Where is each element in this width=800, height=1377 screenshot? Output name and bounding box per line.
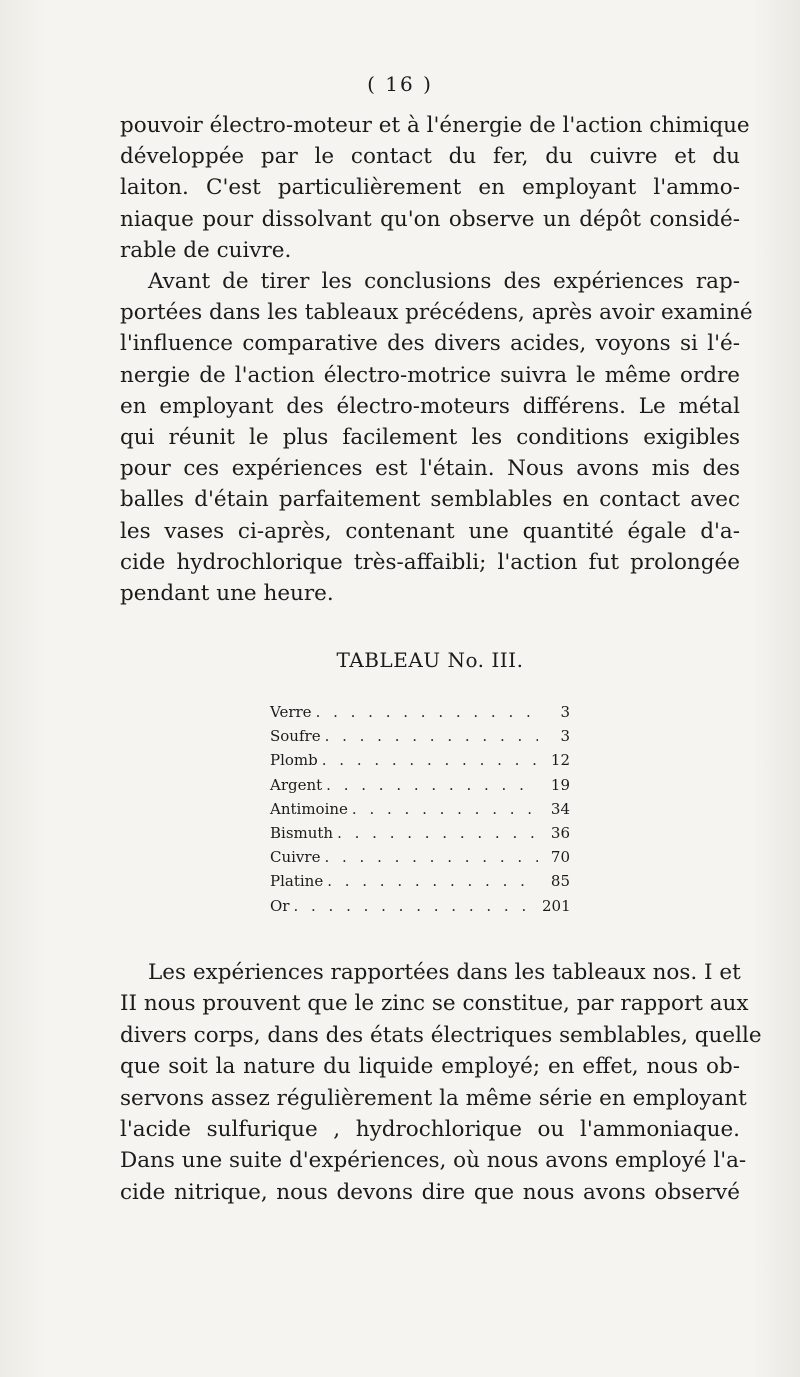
text-line: les vases ci-après, contenant une quantité égale d'a- <box>120 518 740 544</box>
table-row <box>270 897 570 921</box>
paragraph-top <box>120 110 750 266</box>
leader-dots <box>327 872 538 890</box>
text-line: rable de cuivre. <box>120 237 292 263</box>
text-line: pouvoir électro-moteur et à l'énergie de l'action chimique <box>120 113 750 138</box>
text-line: pendant une heure. <box>120 580 334 606</box>
metal-name: Plomb <box>270 751 318 770</box>
metal-value: 12 <box>550 751 570 770</box>
text-line: balles d'étain parfaitement semblables en contact avec <box>120 487 740 513</box>
text-line: cide nitrique, nous devons dire que nous avons observé <box>120 1179 740 1205</box>
text-line: servons assez régulièrement la même série en employant <box>120 1085 747 1111</box>
leader-dots <box>325 727 538 745</box>
text-line: l'acide sulfurique , hydrochlorique ou l'ammoniaque. <box>120 1116 740 1142</box>
metal-name: Bismuth <box>270 823 334 842</box>
text-line: niaque pour dissolvant qu'on observe un dépôt considé- <box>120 206 740 232</box>
paragraph-middle <box>120 266 753 609</box>
table-row <box>270 776 570 800</box>
text-line: cide hydrochlorique très-affaibli; l'action fut prolongée <box>120 549 740 575</box>
table-row <box>270 751 570 775</box>
leader-dots <box>352 800 538 818</box>
text-line: pour ces expériences est l'étain. Nous avons mis des <box>120 456 740 482</box>
table-row <box>270 800 570 824</box>
metal-value: 36 <box>550 823 570 842</box>
text-line: laiton. C'est particulièrement en employant l'ammo- <box>120 175 740 201</box>
table-row <box>270 848 570 872</box>
table-title: TABLEAU No. III. <box>336 648 524 672</box>
text-line: que soit la nature du liquide employé; en effet, nous ob- <box>120 1054 740 1080</box>
text-line: portées dans les tableaux précédens, après avoir examiné <box>120 300 753 326</box>
table-row <box>270 727 570 751</box>
text-line: Dans une suite d'expériences, où nous avons employé l'a- <box>120 1148 747 1174</box>
metal-name: Verre <box>270 703 312 721</box>
metal-name: Argent <box>270 775 323 794</box>
text-line: en employant des électro-moteurs différens. Le métal <box>120 393 740 419</box>
metal-name: Cuivre <box>270 848 321 867</box>
table-row <box>270 872 570 896</box>
text-line: nergie de l'action électro-motrice suivra le même ordre <box>120 362 740 388</box>
leader-dots <box>324 848 538 866</box>
text-line: développée par le contact du fer, du cuivre et du <box>120 144 740 170</box>
metal-name: Soufre <box>270 727 321 746</box>
text-line: qui réunit le plus facilement les conditions exigibles <box>120 424 740 450</box>
metal-name: Or <box>270 896 290 915</box>
metal-value: 3 <box>560 703 570 721</box>
metal-value: 201 <box>542 896 571 915</box>
text-line: Les expériences rapportées dans les tableaux nos. I et <box>148 960 741 985</box>
metal-value: 70 <box>550 848 570 867</box>
metal-value: 19 <box>550 775 570 794</box>
metal-value: 85 <box>550 872 570 891</box>
table-row <box>270 703 570 727</box>
metal-value: 34 <box>550 799 570 818</box>
page-number: ( 16 ) <box>367 72 433 96</box>
metal-table <box>270 703 570 921</box>
leader-dots <box>337 824 538 842</box>
leader-dots <box>326 776 538 794</box>
leader-dots <box>322 751 538 769</box>
table-row <box>270 824 570 848</box>
text-line: l'influence comparative des divers acides, voyons si l'é- <box>120 331 740 357</box>
leader-dots <box>316 703 538 721</box>
paragraph-bottom <box>120 957 762 1208</box>
leader-dots <box>293 897 538 915</box>
text-line: II nous prouvent que le zinc se constitue, par rapport aux <box>120 991 749 1017</box>
text-line: Avant de tirer les conclusions des expériences rap- <box>148 269 740 294</box>
metal-value: 3 <box>560 727 570 746</box>
metal-name: Antimoine <box>270 799 348 818</box>
text-line: divers corps, dans des états électriques semblables, quelle <box>120 1022 762 1048</box>
metal-name: Platine <box>270 872 324 891</box>
